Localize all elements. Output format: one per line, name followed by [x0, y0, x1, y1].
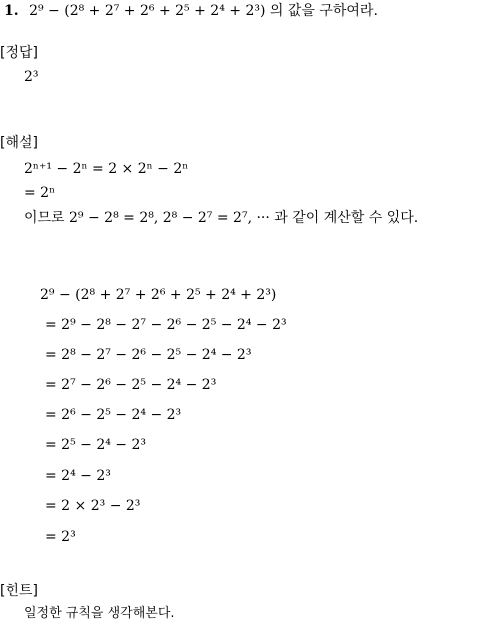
- solution-step-5: = 2⁶ − 2⁵ − 2⁴ − 2³: [45, 407, 182, 423]
- solution-step-8: = 2 × 2³ − 2³: [45, 498, 141, 514]
- solution-line-2: = 2ⁿ: [24, 185, 56, 201]
- answer-label: [정답]: [0, 45, 38, 61]
- solution-label: [해설]: [0, 135, 38, 151]
- problem-number: 1.: [4, 3, 19, 19]
- solution-step-7: = 2⁴ − 2³: [45, 468, 111, 484]
- solution-line-1: 2ⁿ⁺¹ − 2ⁿ = 2 × 2ⁿ − 2ⁿ: [24, 161, 189, 177]
- solution-step-2: = 2⁹ − 2⁸ − 2⁷ − 2⁶ − 2⁵ − 2⁴ − 2³: [45, 317, 287, 333]
- solution-step-4: = 2⁷ − 2⁶ − 2⁵ − 2⁴ − 2³: [45, 377, 217, 393]
- solution-step-3: = 2⁸ − 2⁷ − 2⁶ − 2⁵ − 2⁴ − 2³: [45, 347, 252, 363]
- solution-step-1: 2⁹ − (2⁸ + 2⁷ + 2⁶ + 2⁵ + 2⁴ + 2³): [40, 287, 277, 303]
- solution-line-3: 이므로 2⁹ − 2⁸ = 2⁸, 2⁸ − 2⁷ = 2⁷, ··· 과 같이 계산할 수 있다.: [24, 210, 419, 226]
- hint-text: 일정한 규칙을 생각해본다.: [24, 606, 175, 621]
- solution-step-9: = 2³: [45, 529, 76, 545]
- answer-value: 2³: [24, 69, 39, 85]
- hint-label: [힌트]: [0, 583, 38, 599]
- solution-step-6: = 2⁵ − 2⁴ − 2³: [45, 437, 147, 453]
- problem-statement: [4, 2, 378, 20]
- problem-text: 2⁹ − (2⁸ + 2⁷ + 2⁶ + 2⁵ + 2⁴ + 2³) 의 값을 구하여라.: [29, 3, 378, 19]
